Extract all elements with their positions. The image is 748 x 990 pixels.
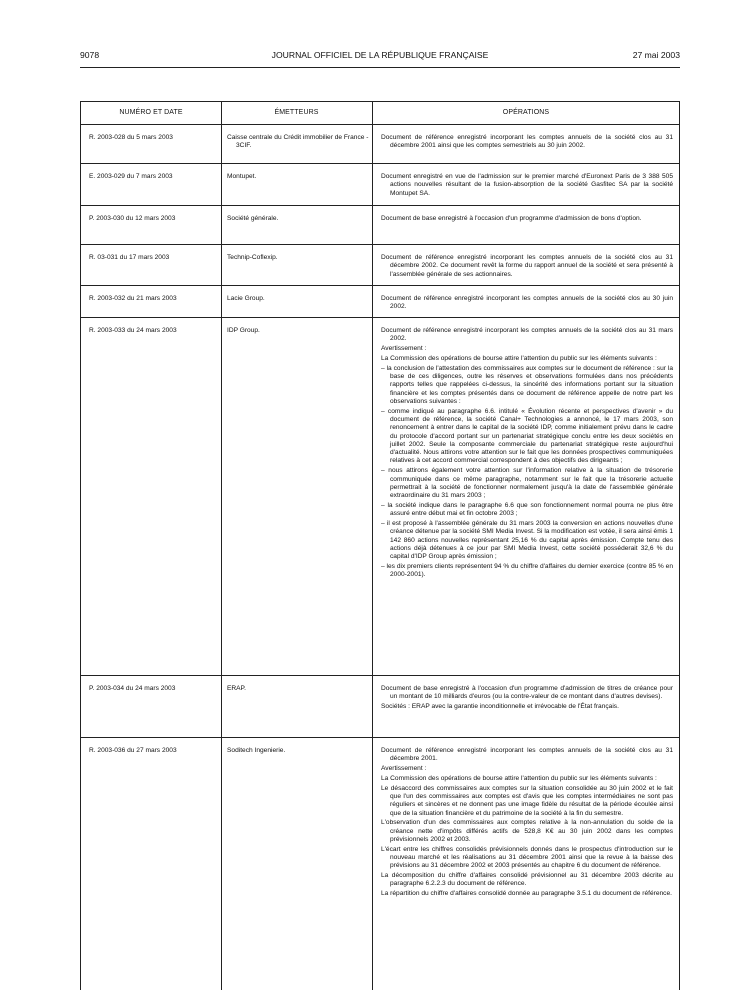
warning-heading: Avertissement :	[381, 345, 427, 353]
table-row	[81, 245, 679, 286]
row-operations	[381, 173, 673, 199]
column-header-operations: OPÉRATIONS	[502, 109, 550, 116]
table-row	[81, 206, 679, 245]
row-emetteur: Caisse centrale du Crédit immobilier de France - 3CIF.	[227, 134, 369, 150]
row-operations	[381, 215, 673, 225]
warning-item: L'écart entre les chiffres consolidés prévisionnels donnés dans le prospectus d'introduction sur le nouveau marché et les réalisations au 31 décembre 2001 ainsi que la revue à la baisse des prévisions au 31 décembre 2002 et 2003 présentés au chapitre 6 du document de référence.	[381, 845, 673, 870]
table-header	[81, 102, 679, 125]
page-number: 9078	[80, 50, 100, 60]
row-numero: P. 2003-030 du 12 mars 2003	[89, 215, 176, 222]
row-operations	[381, 134, 673, 152]
table-row	[81, 318, 679, 676]
page-header	[80, 50, 680, 64]
table-row	[81, 286, 679, 318]
row-operations	[381, 295, 673, 313]
operations-table	[80, 101, 680, 990]
operation-paragraph: Document de référence enregistré incorporant les comptes annuels de la société clos au 31 mars 2002.	[381, 327, 673, 343]
table-row	[81, 125, 679, 164]
column-header-numero: NUMÉRO ET DATE	[119, 109, 183, 116]
operation-paragraph: Document enregistré en vue de l'admission sur le premier marché d'Euronext Paris de 3 388 505 actions nouvelles résultant de la fusion-absorption de la société Gasfitec SA par la société Montupet SA.	[381, 173, 673, 197]
warning-item: – la conclusion de l'attestation des commissaires aux comptes sur le document de référence : sur la base de ces diligences, outre les réserves et observations formulées dans nos précédents rapports telles que rappelées ci-dessus, la sincérité des informations portant sur la situation financière et les comptes présentés dans ce document de référence appelle de notre part les observations suivantes :	[381, 364, 673, 405]
row-emetteur: IDP Group.	[227, 327, 260, 334]
row-numero: R. 03-031 du 17 mars 2003	[89, 254, 170, 261]
operation-paragraph: Sociétés : ERAP avec la garantie inconditionnelle et irrévocable de l'État français.	[381, 703, 619, 711]
warning-heading: Avertissement :	[381, 765, 427, 773]
header-rule	[80, 67, 680, 68]
operation-paragraph: La Commission des opérations de bourse attire l'attention du public sur les éléments suivants :	[381, 354, 657, 362]
warning-item: – la société indique dans le paragraphe 6.6 que son fonctionnement normal pourra ne plus être assuré entre début mai et fin octobre 2003 ;	[381, 501, 673, 518]
column-divider	[221, 102, 222, 990]
column-header-emetteurs: ÉMETTEURS	[274, 109, 319, 116]
table-row	[81, 164, 679, 206]
row-numero: E. 2003-029 du 7 mars 2003	[89, 173, 173, 180]
row-emetteur: Soditech Ingenierie.	[227, 747, 286, 754]
operation-paragraph: Document de référence enregistré incorporant les comptes annuels de la société clos au 31 décembre 2001.	[381, 747, 673, 763]
row-numero: R. 2003-033 du 24 mars 2003	[89, 327, 177, 334]
row-emetteur: ERAP.	[227, 685, 246, 692]
warning-item: Le désaccord des commissaires aux comptes sur la situation consolidée au 30 juin 2002 et le fait que l'un des commissaires aux comptes est d'avis que les comptes intermédiaires ne sont pas réguliers et sincères et ne donnent pas une image fidèle du résultat de la période écoulée ainsi que de la situation financière et du patrimoine de la société à la fin du semestre.	[381, 784, 673, 817]
operation-paragraph: Document de base enregistré à l'occasion d'un programme d'admission de titres de créance pour un montant de 10 milliards d'euros (ou la contre-valeur de ce montant dans d'autres devises).	[381, 685, 673, 701]
row-numero: R. 2003-028 du 5 mars 2003	[89, 134, 173, 141]
row-emetteur: Technip-Coflexip.	[227, 254, 278, 261]
row-emetteur: Montupet.	[227, 173, 257, 180]
warning-item: – nous attirons également votre attention sur l'information relative à la situation de trésorerie communiquée dans ce même paragraphe, notamment sur le fait que la trésorerie actuelle permettrait à la société de fonctionner normalement jusqu'à la date de l'assemblée générale extraordinaire du 31 mars 2003 ;	[381, 467, 673, 500]
table-row	[81, 738, 679, 990]
warning-item: – il est proposé à l'assemblée générale du 31 mars 2003 la conversion en actions nouvelles d'une créance détenue par la société SMI Media Invest. Si la modification est votée, il sera ainsi émis 1 142 860 actions nouvelles représentant 25,16 % du capital après émission. Compte tenu des actions déjà détenues à ce jour par SMI Media Invest, cette société posséderait 32,6 % du capital d'IDP Group après émission ;	[381, 520, 673, 561]
journal-title: JOURNAL OFFICIEL DE LA RÉPUBLIQUE FRANÇAISE	[271, 50, 489, 60]
operation-paragraph: Document de référence enregistré incorporant les comptes annuels de la société clos au 30 juin 2002.	[381, 295, 673, 311]
row-emetteur: Société générale.	[227, 215, 279, 222]
table-row	[81, 676, 679, 738]
warning-item: La décomposition du chiffre d'affaires consolidé prévisionnel au 31 décembre 2003 décrite au paragraphe 6.2.2.3 du document de référence.	[381, 872, 673, 888]
row-numero: R. 2003-032 du 21 mars 2003	[89, 295, 177, 302]
operation-paragraph: Document de référence enregistré incorporant les comptes annuels de la société clos au 31 décembre 2001 ainsi que les comptes semestriels au 30 juin 2002.	[381, 134, 673, 150]
row-operations	[381, 327, 673, 581]
warning-item: La répartition du chiffre d'affaires consolidé donnée au paragraphe 3.5.1 du document de référence.	[381, 890, 672, 898]
operation-paragraph: Document de référence enregistré incorporant les comptes annuels de la société clos au 31 décembre 2002. Ce document revêt la forme du rapport annuel de la société et sera présenté à l'assemblée générale de ses actionnaires.	[381, 254, 673, 278]
warning-item: L'observation d'un des commissaires aux comptes relative à la non-annulation du solde de la créance nette d'impôts différés actifs de 528,8 K€ au 30 juin 2002 dans les comptes prévisionnels 2002 et 2003.	[381, 819, 673, 843]
row-numero: R. 2003-036 du 27 mars 2003	[89, 747, 177, 754]
operation-paragraph: Document de base enregistré à l'occasion d'un programme d'admission de bons d'option.	[381, 215, 642, 222]
row-numero: P. 2003-034 du 24 mars 2003	[89, 685, 176, 692]
operation-paragraph: La Commission des opérations de bourse attire l'attention du public sur les éléments suivants :	[381, 774, 657, 782]
warning-item: – comme indiqué au paragraphe 6.6. intitulé « Évolution récente et perspectives d'avenir » du document de référence, la société Canal+ Technologies a annoncé, le 17 mars 2003, son renoncement à entrer dans le capital de la société IDP, comme initialement prévu dans le cadre du protocole d'accord portant sur un partenariat stratégique conclu entre les deux sociétés en juillet 2002. Seule la composante commerciale du partenariat stratégique reste aujourd'hui d'actualité. Nous attirons votre attention sur le fait que les données prospectives communiquées relatives à cet accord commercial correspondent à des objectifs des dirigeants ;	[381, 407, 673, 465]
row-operations	[381, 747, 673, 900]
warning-item: – les dix premiers clients représentent 94 % du chiffre d'affaires du dernier exercice (contre 85 % en 2000-2001).	[381, 563, 673, 579]
column-divider	[372, 102, 373, 990]
row-operations	[381, 254, 673, 280]
issue-date: 27 mai 2003	[632, 50, 680, 60]
row-emetteur: Lacie Group.	[227, 295, 265, 302]
row-operations	[381, 685, 673, 713]
